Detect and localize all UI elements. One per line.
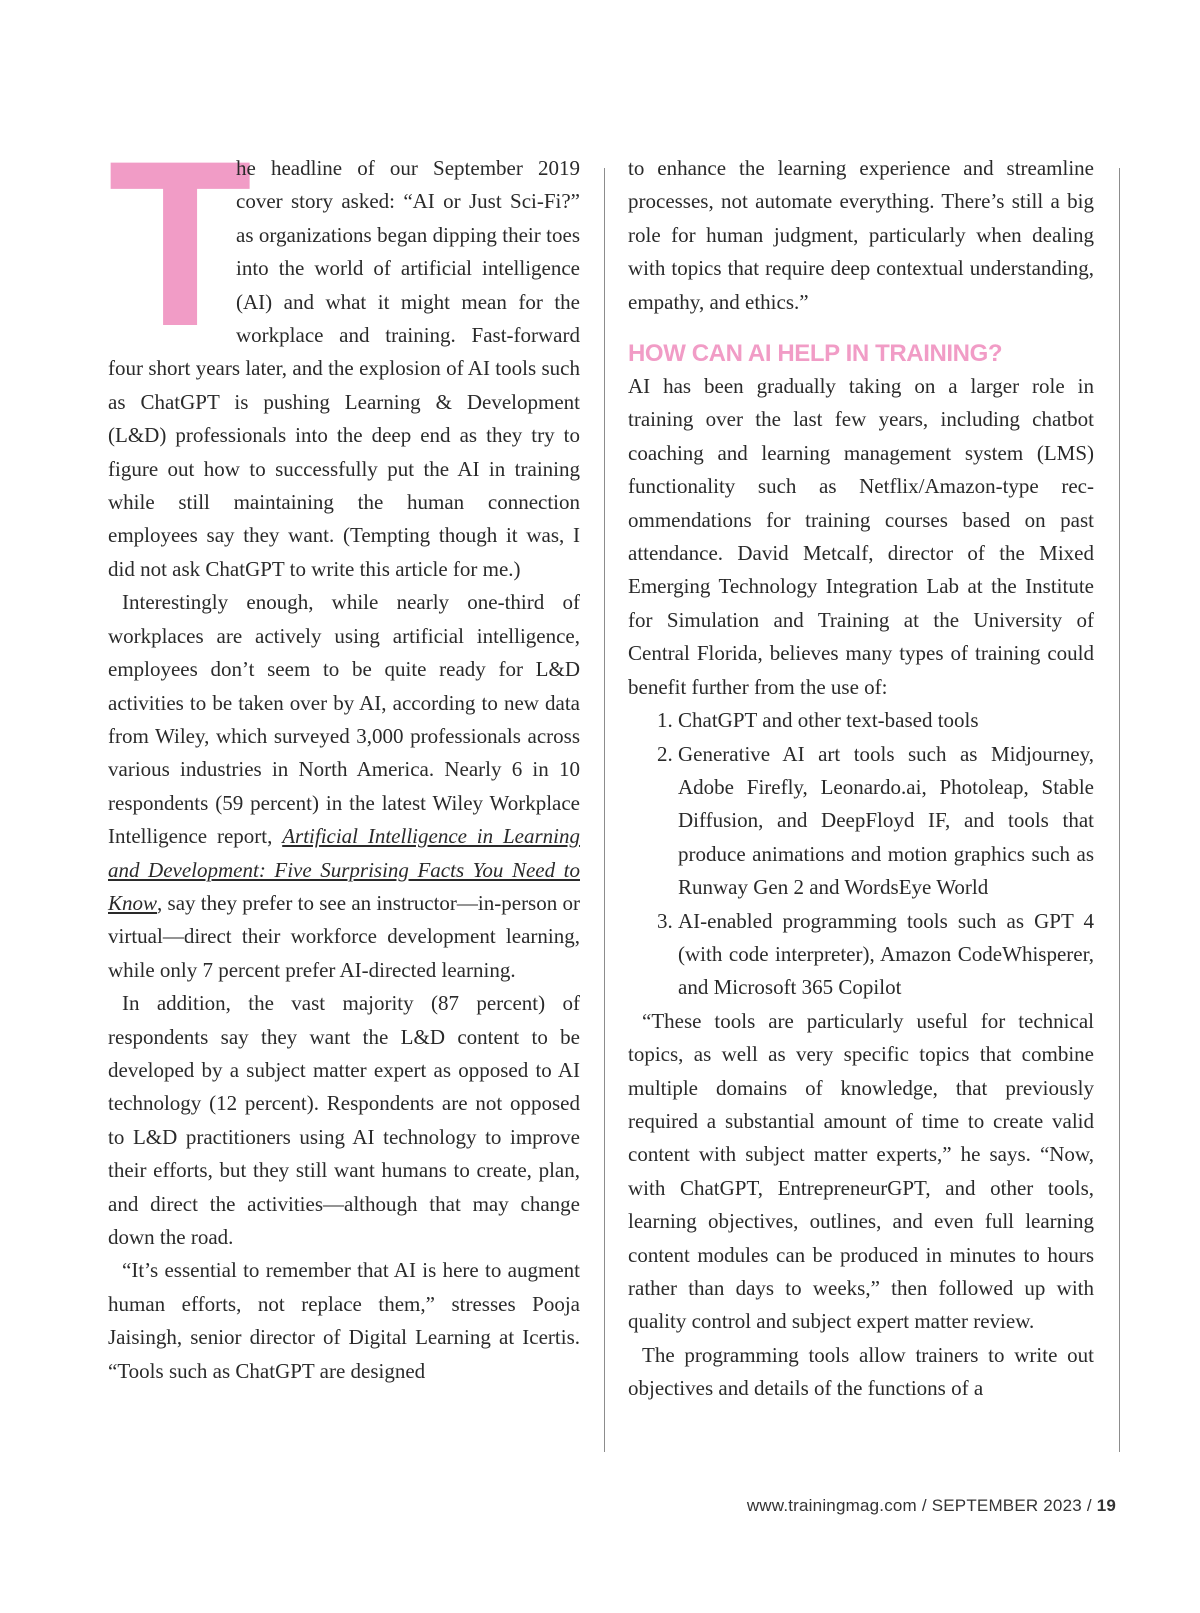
paragraph-metcalf-quote: “These tools are particularly useful for technical topics, as well as very specific topics that combine multiple domains of knowledge, that previously required a substantial amount of time to create valid content with subject matter experts,” he says. “Now, with ChatGPT, EntrepreneurGPT, and other tools, learning objectives, outlines, and even full learning content modules can be produced in minutes to hours rather than days to weeks,” then followed up with quality control and subject expert matter review. bbox=[628, 1008, 1094, 1334]
intro-text: he headline of our September 2019 cover story asked: “AI or Just Sci-Fi?” as organizations began dipping their toes into the world of artificial intelligence (AI) and what it might mean for the workplace and training. Fast-forward four short years later, and the explosion of AI tools such as ChatGPT is pushing Learning & Development (L&D) professionals into the deep end as they try to figure out how to successfully put the AI in training while still maintaining the human connection employees say they want. (Tempting though it was, I did not ask ChatGPT to write this article for me.) bbox=[108, 156, 580, 581]
left-column bbox=[108, 112, 580, 1388]
paragraph-programming-tools: The programming tools allow trainers to write out objectives and details of the functions of a bbox=[628, 1342, 1094, 1401]
right-column bbox=[628, 152, 1094, 1406]
page-number: 19 bbox=[1096, 1496, 1116, 1515]
paragraph-jaisingh-quote: “It’s essential to remember that AI is here to augment human efforts, not replace them,” stresses Pooja Jaisingh, senior director of Digital Learning at Icertis. “Tools such as ChatGPT are designed bbox=[108, 1258, 580, 1383]
paragraph-quote-continued: to enhance the learning experience and streamline processes, not automate everything. There’s still a big role for human judgment, particularly when dealing with topics that require deep contextual understanding, empathy, and ethics.” bbox=[628, 156, 1094, 314]
list-item: 1. ChatGPT and other text-based tools bbox=[678, 704, 1094, 737]
section-heading: HOW CAN AI HELP IN TRAINING? bbox=[628, 340, 1003, 368]
list-item: 2. Generative AI art tools such as Midjourney, Adobe Firefly, Leonardo.ai, Photoleap, Stable Diffusion, and DeepFloyd IF, and tools that produce animations and motion graphics such as Runway Gen 2 and WordsEye World bbox=[678, 738, 1094, 905]
drop-cap: T bbox=[108, 112, 253, 376]
paragraph-wiley-survey bbox=[108, 586, 580, 987]
paragraph-majority: In addition, the vast majority (87 percent) of respondents say they want the L&D content to be developed by a subject matter expert as opposed to AI technology (12 percent). Respondents are not opposed to L&D practitioners using AI technology to improve their efforts, but they still want humans to create, plan, and direct the activities—although that may change down the road. bbox=[108, 991, 580, 1249]
footer-separator: / bbox=[916, 1496, 932, 1515]
column-divider bbox=[604, 168, 605, 1452]
page-footer bbox=[700, 1496, 1116, 1516]
list-item: 3. AI-enabled programming tools such as GPT 4 (with code interpreter), Amazon CodeWhisperer, and Microsoft 365 Copilot bbox=[678, 905, 1094, 1005]
intro-paragraph bbox=[108, 112, 580, 586]
footer-site-url[interactable]: www.trainingmag.com bbox=[746, 1496, 917, 1515]
right-margin-rule bbox=[1119, 168, 1120, 1452]
footer-issue-date: SEPTEMBER 2023 bbox=[931, 1496, 1082, 1515]
tools-list bbox=[628, 704, 1094, 1005]
wiley-report-link[interactable]: Artificial Intelligence in Learning and Development: Five Surprising Facts You Need to Know bbox=[108, 824, 580, 915]
paragraph-ai-training: AI has been gradually taking on a larger role in training over the last few years, including chatbot coaching and learning management system (LMS) functionality such as Netflix/Amazon-type recommendations for training courses based on past attendance. David Metcalf, director of the Mixed Emerging Technology Integration Lab at the Institute for Simulation and Training at the University of Central Florida, believes many types of training could benefit further from the use of: bbox=[628, 374, 1094, 699]
paragraph-wiley-text-before: Interestingly enough, while nearly one-third of workplaces are actively using artificial intelligence, employees don’t seem to be quite ready for L&D activities to be taken over by AI, according to new data from Wiley, which surveyed 3,000 professionals across various industries in North America. Nearly 6 in 10 respondents (59 percent) in the latest Wiley Workplace Intelligence report, bbox=[108, 590, 580, 849]
paragraph-wiley-text-after: , say they prefer to see an instructor—in-person or virtual—direct their workforce development learning, while only 7 percent prefer AI-directed learning. bbox=[108, 890, 580, 982]
footer-separator: / bbox=[1081, 1496, 1097, 1515]
